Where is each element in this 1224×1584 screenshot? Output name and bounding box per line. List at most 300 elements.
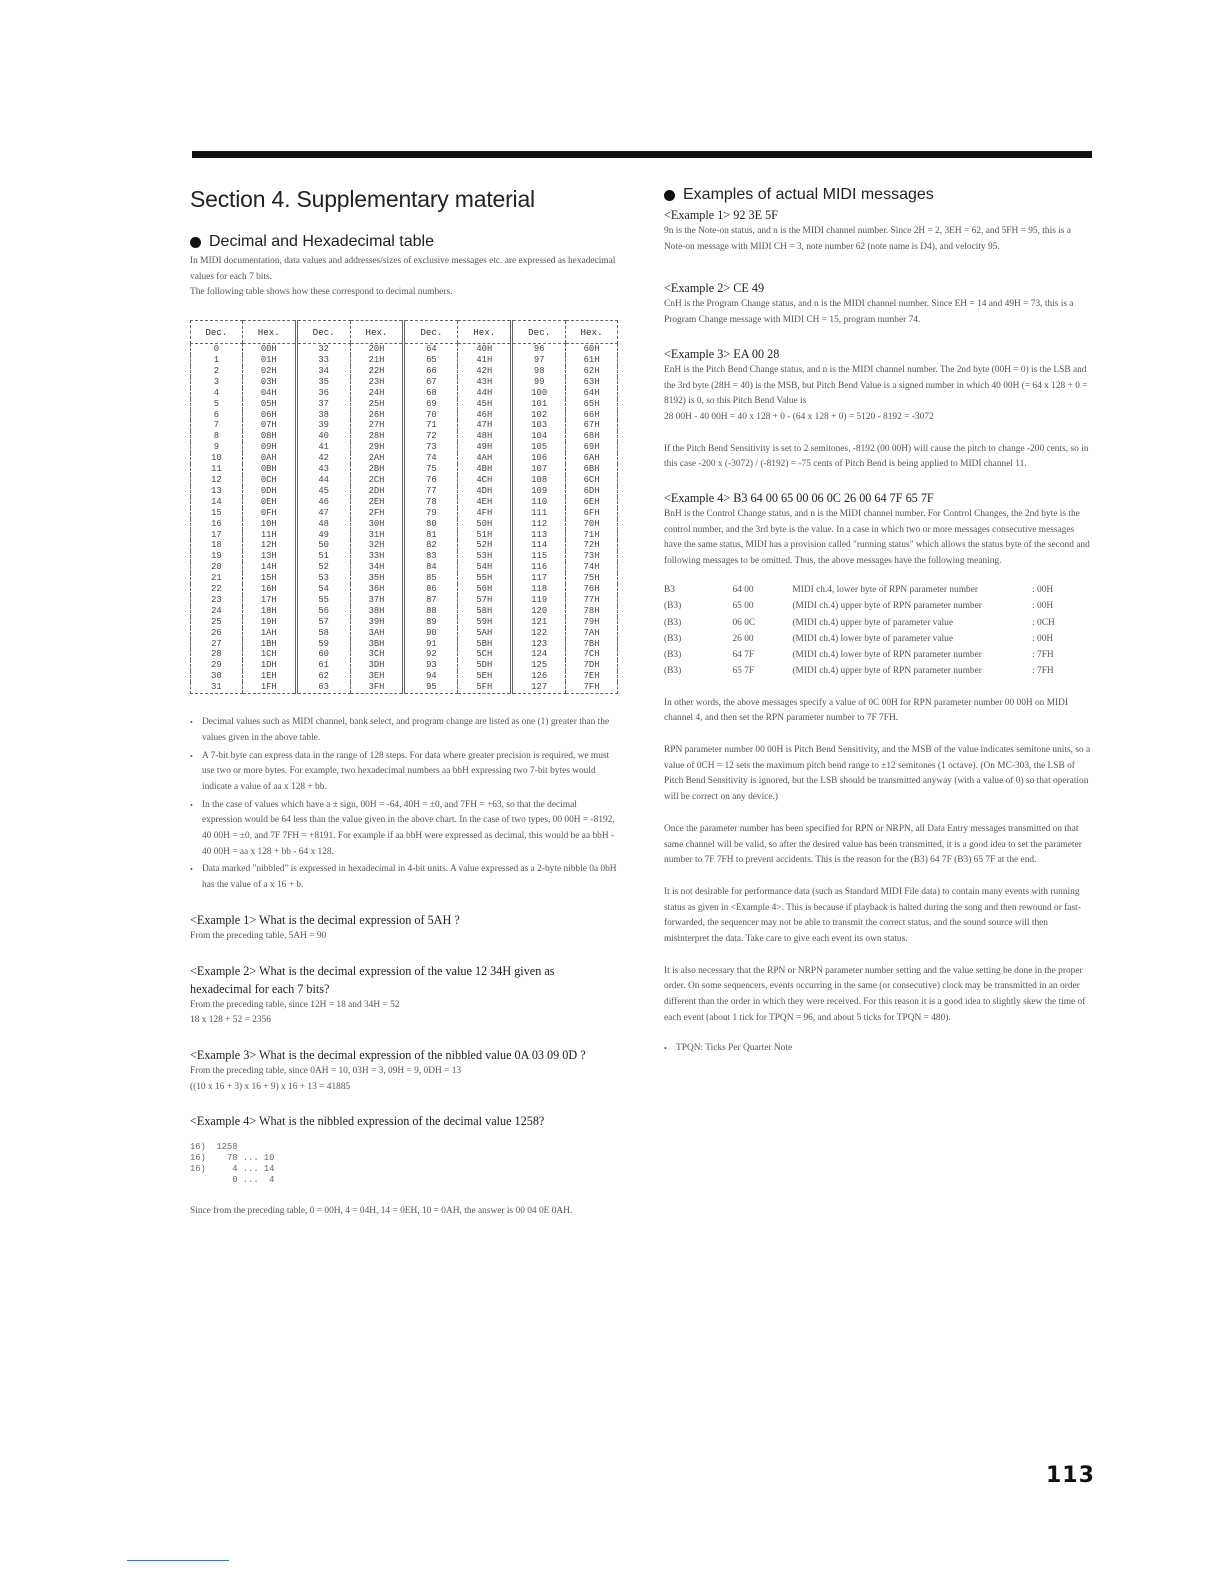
hex-cell: 7FH [566, 682, 618, 693]
dec-cell: 120 [512, 606, 566, 617]
hex-cell: 3DH [350, 660, 404, 671]
dec-cell: 9 [191, 442, 243, 453]
dec-cell: 124 [512, 649, 566, 660]
hex-cell: 76H [566, 584, 618, 595]
hex-cell: 51H [458, 530, 512, 541]
table-row [664, 598, 1092, 614]
dec-cell: 61 [296, 660, 350, 671]
hex-cell: 29H [350, 442, 404, 453]
value-cell: : 7FH [1032, 650, 1054, 661]
table-row [191, 355, 618, 366]
dec-cell: 40 [296, 431, 350, 442]
dec-cell: 21 [191, 573, 243, 584]
footnote: • TPQN: Ticks Per Quarter Note [664, 1041, 1092, 1057]
hex-cell: 70H [566, 519, 618, 530]
hex-cell: 15H [242, 573, 296, 584]
dec-cell: 78 [404, 497, 458, 508]
hex-cell: 67H [566, 420, 618, 431]
hex-cell: 14H [242, 562, 296, 573]
midi-examples-heading-text: Examples of actual MIDI messages [683, 186, 934, 203]
col-header-dec: Dec. [296, 321, 350, 344]
dec-cell: 66 [404, 366, 458, 377]
hex-cell: 57H [458, 595, 512, 606]
dec-cell: 10 [191, 453, 243, 464]
hex-cell: 1BH [242, 639, 296, 650]
hex-cell: 72H [566, 540, 618, 551]
hex-cell: 40H [458, 344, 512, 355]
hex-cell: 11H [242, 530, 296, 541]
hex-cell: 6EH [566, 497, 618, 508]
dec-cell: 5 [191, 399, 243, 410]
hex-cell: 49H [458, 442, 512, 453]
hex-cell: 1AH [242, 628, 296, 639]
dec-cell: 88 [404, 606, 458, 617]
hex-cell: 0AH [242, 453, 296, 464]
dec-cell: 90 [404, 628, 458, 639]
example-4-block [190, 1112, 618, 1220]
section-title: Section 4. Supplementary material [190, 186, 535, 212]
hex-cell: 18H [242, 606, 296, 617]
hex-cell: 1FH [242, 682, 296, 693]
dec-cell: 65 [404, 355, 458, 366]
dec-cell: 58 [296, 628, 350, 639]
hex-cell: 50H [458, 519, 512, 530]
dec-cell: 75 [404, 464, 458, 475]
dec-cell: 81 [404, 530, 458, 541]
hex-cell: 62H [566, 366, 618, 377]
hex-cell: 3AH [350, 628, 404, 639]
example-text: From the preceding table, since 12H = 18 and 34H = 52 [190, 999, 400, 1010]
table-row [191, 431, 618, 442]
hex-cell: 2EH [350, 497, 404, 508]
hex-cell: 16H [242, 584, 296, 595]
hex-cell: 5FH [458, 682, 512, 693]
col-header-dec: Dec. [191, 321, 243, 344]
meaning-cell: (MIDI ch.4) lower byte of RPN parameter number [792, 650, 982, 661]
hex-cell: 05H [242, 399, 296, 410]
table-row [191, 660, 618, 671]
dec-cell: 99 [512, 377, 566, 388]
col-header-hex: Hex. [458, 321, 512, 344]
bullet-icon [190, 237, 201, 248]
dec-cell: 64 [404, 344, 458, 355]
bytes-cell: 65 00 [732, 601, 754, 612]
hex-cell: 5EH [458, 671, 512, 682]
hex-cell: 0DH [242, 486, 296, 497]
hex-cell: 28H [350, 431, 404, 442]
hex-cell: 26H [350, 410, 404, 421]
dec-cell: 4 [191, 388, 243, 399]
dec-cell: 70 [404, 410, 458, 421]
hex-cell: 71H [566, 530, 618, 541]
example-text: 18 x 128 + 52 = 2356 [190, 1015, 271, 1026]
hex-cell: 5BH [458, 639, 512, 650]
hex-cell: 30H [350, 519, 404, 530]
table-row [191, 420, 618, 431]
dec-cell: 122 [512, 628, 566, 639]
table-row [664, 614, 1092, 630]
hex-cell: 2CH [350, 475, 404, 486]
dec-hex-table [190, 320, 618, 694]
dec-hex-heading-text: Decimal and Hexadecimal table [209, 233, 434, 250]
explanation-paragraph: It is also necessary that the RPN or NRPN parameter number setting and the value setting be done in the proper order. On some sequencers, events occurring in the same (or consecutive) clock may be transmitted in an order different than the order in which they were received. For this reason it is a good idea to slightly skew the time of each event (about 1 tick for TPQN = 96, and about 5 ticks for TPQN = 480). [664, 965, 1086, 1023]
meaning-cell: (MIDI ch.4) lower byte of parameter value [792, 633, 953, 644]
header-rule [192, 151, 1092, 158]
example-2-block [190, 962, 618, 1029]
pitch-bend-formula: 28 00H - 40 00H = 40 x 128 + 0 - (64 x 128 + 0) = 5120 - 8192 = -3072 [664, 411, 934, 422]
example-title: <Example 3> EA 00 28 [664, 346, 780, 361]
dec-cell: 77 [404, 486, 458, 497]
dec-cell: 45 [296, 486, 350, 497]
dec-cell: 55 [296, 595, 350, 606]
dec-cell: 16 [191, 519, 243, 530]
meaning-cell: (MIDI ch.4) upper byte of RPN parameter number [792, 601, 982, 612]
dec-cell: 29 [191, 660, 243, 671]
hex-cell: 2DH [350, 486, 404, 497]
dec-cell: 59 [296, 639, 350, 650]
hex-cell: 07H [242, 420, 296, 431]
table-row [191, 671, 618, 682]
hex-cell: 4CH [458, 475, 512, 486]
status-cell: B3 [664, 584, 675, 595]
dec-cell: 87 [404, 595, 458, 606]
dec-cell: 115 [512, 551, 566, 562]
dec-cell: 63 [296, 682, 350, 693]
hex-cell: 45H [458, 399, 512, 410]
dec-cell: 76 [404, 475, 458, 486]
dec-cell: 82 [404, 540, 458, 551]
dec-cell: 103 [512, 420, 566, 431]
dec-cell: 80 [404, 519, 458, 530]
hex-cell: 02H [242, 366, 296, 377]
dec-cell: 8 [191, 431, 243, 442]
hex-cell: 3BH [350, 639, 404, 650]
hex-cell: 27H [350, 420, 404, 431]
dec-cell: 32 [296, 344, 350, 355]
hex-cell: 2AH [350, 453, 404, 464]
dec-cell: 73 [404, 442, 458, 453]
value-cell: : 00H [1032, 633, 1054, 644]
hex-cell: 2FH [350, 508, 404, 519]
dec-cell: 108 [512, 475, 566, 486]
example-text: CnH is the Program Change status, and n is the MIDI channel number. Since EH = 14 and 49H = 73, this is a Program Change message with MIDI CH = 15, program number 74. [664, 299, 1074, 326]
hex-cell: 5AH [458, 628, 512, 639]
dec-cell: 85 [404, 573, 458, 584]
hex-cell: 58H [458, 606, 512, 617]
hex-cell: 0EH [242, 497, 296, 508]
dec-cell: 23 [191, 595, 243, 606]
status-cell: (B3) [664, 650, 682, 661]
dec-cell: 116 [512, 562, 566, 573]
hex-cell: 25H [350, 399, 404, 410]
dec-cell: 125 [512, 660, 566, 671]
dec-cell: 37 [296, 399, 350, 410]
dec-cell: 104 [512, 431, 566, 442]
hex-cell: 7CH [566, 649, 618, 660]
dec-cell: 96 [512, 344, 566, 355]
dec-cell: 6 [191, 410, 243, 421]
hex-cell: 38H [350, 606, 404, 617]
dec-cell: 68 [404, 388, 458, 399]
status-cell: (B3) [664, 633, 682, 644]
intro-paragraph: In MIDI documentation, data values and addresses/sizes of exclusive messages etc. are expressed as hexadecimal values for each 7 bits. [190, 256, 616, 282]
example-text: BnH is the Control Change status, and n is the MIDI channel number. For Control Changes, the 2nd byte is the control number, and the 3rd byte is the value. In a case in which two or more messages consecutive messages have the same status, MIDI has a provision called "running status" which allows the status byte of the second and following messages to be omitted. Thus, the above messages have the following meaning. [664, 509, 1090, 567]
hex-cell: 42H [458, 366, 512, 377]
hex-cell: 69H [566, 442, 618, 453]
hex-cell: 20H [350, 344, 404, 355]
dec-cell: 13 [191, 486, 243, 497]
table-row [191, 682, 618, 693]
dec-cell: 127 [512, 682, 566, 693]
dec-cell: 30 [191, 671, 243, 682]
hex-cell: 6DH [566, 486, 618, 497]
dec-cell: 52 [296, 562, 350, 573]
dec-cell: 33 [296, 355, 350, 366]
hex-cell: 6FH [566, 508, 618, 519]
hex-cell: 52H [458, 540, 512, 551]
hex-cell: 46H [458, 410, 512, 421]
table-row [664, 663, 1092, 679]
hex-cell: 3EH [350, 671, 404, 682]
hex-cell: 33H [350, 551, 404, 562]
hex-cell: 21H [350, 355, 404, 366]
right-column [664, 186, 1092, 1058]
meaning-cell: (MIDI ch.4) upper byte of parameter value [792, 617, 953, 628]
bytes-cell: 65 7F [732, 666, 755, 677]
dec-cell: 105 [512, 442, 566, 453]
hex-cell: 7DH [566, 660, 618, 671]
hex-cell: 1DH [242, 660, 296, 671]
dec-cell: 123 [512, 639, 566, 650]
dec-cell: 62 [296, 671, 350, 682]
table-row [191, 573, 618, 584]
hex-cell: 61H [566, 355, 618, 366]
table-row [191, 497, 618, 508]
dec-cell: 36 [296, 388, 350, 399]
hex-cell: 22H [350, 366, 404, 377]
example-title: <Example 2> CE 49 [664, 281, 765, 296]
col-header-hex: Hex. [350, 321, 404, 344]
dec-cell: 112 [512, 519, 566, 530]
hex-cell: 0BH [242, 464, 296, 475]
dec-cell: 117 [512, 573, 566, 584]
example-title: <Example 4> What is the nibbled expression of the decimal value 1258? [190, 1114, 545, 1129]
hex-cell: 77H [566, 595, 618, 606]
dec-cell: 18 [191, 540, 243, 551]
dec-cell: 27 [191, 639, 243, 650]
example-1-block [190, 911, 618, 945]
hex-cell: 01H [242, 355, 296, 366]
table-row [191, 486, 618, 497]
example-title: <Example 2> What is the decimal expression of the value 12 34H given as hexadecimal for each 7 bits? [190, 963, 555, 996]
table-header-row [191, 321, 618, 344]
hex-cell: 32H [350, 540, 404, 551]
hex-cell: 06H [242, 410, 296, 421]
dec-cell: 20 [191, 562, 243, 573]
dec-cell: 1 [191, 355, 243, 366]
dec-cell: 44 [296, 475, 350, 486]
col-header-dec: Dec. [512, 321, 566, 344]
hex-cell: 74H [566, 562, 618, 573]
midi-examples-heading [664, 186, 1092, 204]
note-item: • In the case of values which have a ± sign, 00H = -64, 40H = ±0, and 7FH = +63, so that the decimal expression would be 64 less than the value given in the above chart. In the case of two types, 00 00H = -8192, 40 00H = ±0, and 7F 7FH = +8191. For example if aa bbH were expressed as decimal, this would be aa bbH - 40 00H = aa x 128 + bb - 64 x 128. [190, 798, 618, 861]
dec-cell: 71 [404, 420, 458, 431]
footer-rule [127, 1560, 229, 1561]
dec-cell: 74 [404, 453, 458, 464]
note-item: • Decimal values such as MIDI channel, bank select, and program change are listed as one (1) greater than the values given in the above table. [190, 715, 618, 746]
example-title: <Example 4> B3 64 00 65 00 06 0C 26 00 64 7F 65 7F [664, 491, 934, 506]
dec-cell: 3 [191, 377, 243, 388]
hex-cell: 75H [566, 573, 618, 584]
hex-cell: 4FH [458, 508, 512, 519]
hex-cell: 65H [566, 399, 618, 410]
note-item: • A 7-bit byte can express data in the range of 128 steps. For data where greater precision is required, we must use two or more bytes. For example, two hexadecimal numbers aa bbH expressing two 7-bit bytes would indicate a value of aa x 128 + bb. [190, 749, 618, 796]
message-table-body [664, 582, 1092, 680]
hex-cell: 5DH [458, 660, 512, 671]
dec-cell: 2 [191, 366, 243, 377]
example-title: <Example 1> What is the decimal expression of 5AH ? [190, 912, 460, 927]
dec-cell: 57 [296, 617, 350, 628]
footnote-list [664, 1041, 1092, 1057]
hex-cell: 3FH [350, 682, 404, 693]
hex-cell: 1EH [242, 671, 296, 682]
table-row [191, 377, 618, 388]
table-row [191, 649, 618, 660]
hex-cell: 13H [242, 551, 296, 562]
dec-cell: 0 [191, 344, 243, 355]
hex-cell: 0CH [242, 475, 296, 486]
hex-cell: 4BH [458, 464, 512, 475]
table-row [191, 540, 618, 551]
dec-cell: 97 [512, 355, 566, 366]
note-item: • Data marked "nibbled" is expressed in hexadecimal in 4-bit units. A value expressed as a 2-byte nibble 0a 0bH has the value of a x 16 + b. [190, 862, 618, 893]
dec-cell: 79 [404, 508, 458, 519]
dec-cell: 39 [296, 420, 350, 431]
dec-cell: 95 [404, 682, 458, 693]
dec-cell: 17 [191, 530, 243, 541]
table-row [191, 584, 618, 595]
table-row [191, 617, 618, 628]
dec-cell: 107 [512, 464, 566, 475]
dec-cell: 102 [512, 410, 566, 421]
example-text: EnH is the Pitch Bend Change status, and n is the MIDI channel number. The 2nd byte (00H = 0) is the LSB and the 3rd byte (28H = 40) is the MSB, but Pitch Bend Value is a signed number in which 40 00H (= 64 x 128 + 0 = 8192) is 0, so this Pitch Bend Value is [664, 364, 1088, 407]
table-row [191, 475, 618, 486]
meaning-cell: MIDI ch.4, lower byte of RPN parameter number [792, 584, 978, 595]
dec-cell: 41 [296, 442, 350, 453]
dec-cell: 25 [191, 617, 243, 628]
table-row [191, 453, 618, 464]
table-row [191, 388, 618, 399]
hex-cell: 17H [242, 595, 296, 606]
dec-cell: 101 [512, 399, 566, 410]
hex-cell: 73H [566, 551, 618, 562]
status-cell: (B3) [664, 666, 682, 677]
table-row [191, 530, 618, 541]
hex-cell: 4DH [458, 486, 512, 497]
dec-cell: 110 [512, 497, 566, 508]
dec-cell: 83 [404, 551, 458, 562]
example-text: From the preceding table, since 0AH = 10, 03H = 3, 09H = 9, 0DH = 13 [190, 1065, 462, 1076]
dec-cell: 15 [191, 508, 243, 519]
dec-hex-heading [190, 233, 618, 251]
table-row [191, 366, 618, 377]
dec-cell: 94 [404, 671, 458, 682]
meaning-cell: (MIDI ch.4) upper byte of RPN parameter number [792, 666, 982, 677]
hex-cell: 54H [458, 562, 512, 573]
dec-cell: 11 [191, 464, 243, 475]
hex-cell: 6AH [566, 453, 618, 464]
example-title: <Example 3> What is the decimal expression of the nibbled value 0A 03 09 0D ? [190, 1047, 586, 1062]
dec-cell: 22 [191, 584, 243, 595]
dec-cell: 114 [512, 540, 566, 551]
dec-cell: 92 [404, 649, 458, 660]
dec-cell: 119 [512, 595, 566, 606]
hex-cell: 56H [458, 584, 512, 595]
dec-cell: 111 [512, 508, 566, 519]
table-row [191, 399, 618, 410]
table-row [664, 647, 1092, 663]
hex-cell: 1CH [242, 649, 296, 660]
table-row [191, 551, 618, 562]
hex-cell: 04H [242, 388, 296, 399]
table-row [191, 606, 618, 617]
hex-cell: 12H [242, 540, 296, 551]
hex-cell: 6BH [566, 464, 618, 475]
left-column [190, 186, 618, 1220]
hex-cell: 41H [458, 355, 512, 366]
dec-cell: 14 [191, 497, 243, 508]
dec-cell: 28 [191, 649, 243, 660]
hex-cell: 43H [458, 377, 512, 388]
hex-cell: 7BH [566, 639, 618, 650]
dec-cell: 113 [512, 530, 566, 541]
dec-cell: 7 [191, 420, 243, 431]
division-calculation: 16) 1258 16) 78 ... 10 16) 4 ... 14 0 ... 4 [190, 1142, 275, 1186]
hex-cell: 19H [242, 617, 296, 628]
dec-cell: 43 [296, 464, 350, 475]
example-3-block [190, 1046, 618, 1095]
hex-cell: 44H [458, 388, 512, 399]
value-cell: : 00H [1032, 584, 1054, 595]
explanation-paragraph: In other words, the above messages specify a value of 0C 00H for RPN parameter number 00 00H on MIDI channel 4, and then set the RPN parameter number to 7F 7FH. [664, 697, 1069, 724]
table-row [191, 344, 618, 355]
dec-cell: 54 [296, 584, 350, 595]
hex-cell: 47H [458, 420, 512, 431]
dec-cell: 35 [296, 377, 350, 388]
hex-cell: 4EH [458, 497, 512, 508]
hex-cell: 66H [566, 410, 618, 421]
status-cell: (B3) [664, 601, 682, 612]
table-row [664, 582, 1092, 598]
col-header-hex: Hex. [566, 321, 618, 344]
hex-cell: 63H [566, 377, 618, 388]
hex-cell: 3CH [350, 649, 404, 660]
dec-cell: 19 [191, 551, 243, 562]
bytes-cell: 26 00 [732, 633, 754, 644]
table-row [191, 410, 618, 421]
table-row [191, 519, 618, 530]
dec-cell: 84 [404, 562, 458, 573]
hex-cell: 00H [242, 344, 296, 355]
example-text: ((10 x 16 + 3) x 16 + 9) x 16 + 13 = 41885 [190, 1081, 351, 1092]
dec-cell: 121 [512, 617, 566, 628]
hex-cell: 09H [242, 442, 296, 453]
hex-cell: 7AH [566, 628, 618, 639]
hex-cell: 0FH [242, 508, 296, 519]
table-row [191, 562, 618, 573]
hex-cell: 79H [566, 617, 618, 628]
hex-cell: 6CH [566, 475, 618, 486]
